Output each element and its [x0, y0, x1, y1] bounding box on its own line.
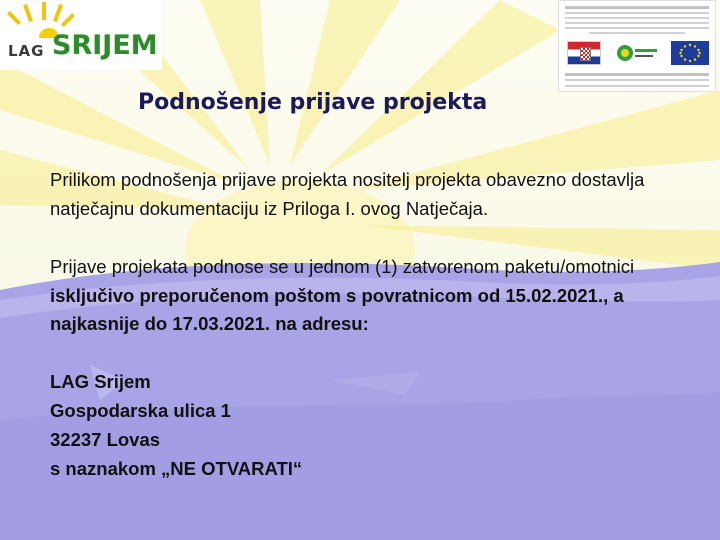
- slide-body: [50, 166, 690, 483]
- slide-title: Podnošenje prijave projekta: [138, 90, 488, 115]
- paragraph-submission: Prilikom podnošenja prijave projekta nositelj projekta obavezno dostavlja natječajnu dokumentaciju iz Priloga I. ovog Natječaja.: [50, 169, 645, 219]
- delivery-deadline-text: isključivo preporučenom poštom s povratnicom od 15.02.2021., a najkasnije do 17.03.2021. na adresu:: [50, 284, 624, 334]
- address-line-city: 32237 Lovas: [50, 428, 161, 450]
- fine-print-line: [589, 32, 685, 34]
- leader-logo-icon: [615, 41, 659, 65]
- paragraph-delivery: [50, 253, 690, 339]
- lag-srijem-logo: [0, 0, 162, 70]
- address-line-org: LAG Srijem: [50, 370, 151, 392]
- fine-print-line: [565, 22, 709, 24]
- fine-print-line: [565, 73, 709, 76]
- address-line-street: Gospodarska ulica 1: [50, 399, 231, 421]
- croatia-flag-icon: [567, 41, 601, 65]
- fine-print-line: [565, 27, 709, 29]
- fine-print-line: [565, 79, 709, 81]
- address-block: [50, 367, 690, 483]
- eu-flag-icon: [671, 41, 709, 65]
- address-line-note: s naznakom „NE OTVARATI“: [50, 457, 303, 479]
- fine-print-line: [565, 85, 709, 87]
- logo-srijem-text: SRIJEM: [52, 30, 158, 61]
- delivery-intro-text: Prijave projekata podnose se u jednom (1) zatvorenom paketu/omotnici: [50, 256, 635, 277]
- fine-print-line: [565, 12, 709, 14]
- fine-print-line: [565, 17, 709, 19]
- fine-print-line: [565, 6, 709, 9]
- eu-funding-header: [558, 0, 716, 92]
- logo-lag-text: LAG: [8, 42, 45, 60]
